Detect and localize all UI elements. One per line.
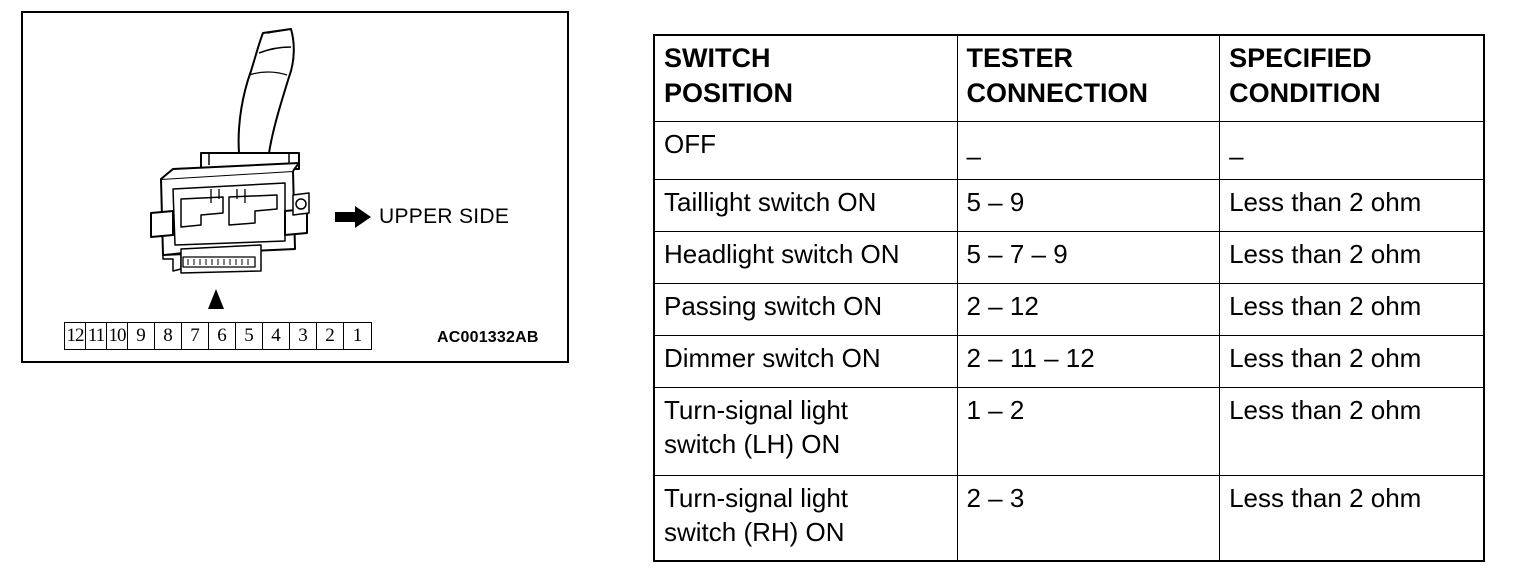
header-switch-position: SWITCH POSITION <box>654 35 957 121</box>
table-row <box>654 231 1484 283</box>
tester-connection-cell: 5 – 7 – 9 <box>957 231 1220 283</box>
connector-pin: 3 <box>290 323 317 349</box>
tester-connection-cell: 2 – 3 <box>957 475 1220 561</box>
header-tester-connection: TESTER CONNECTION <box>957 35 1220 121</box>
connector-pin: 10 <box>107 323 128 349</box>
specified-condition-cell: Less than 2 ohm <box>1220 231 1484 283</box>
connector-pin-diagram <box>64 322 372 350</box>
specified-condition-cell: Less than 2 ohm <box>1220 283 1484 335</box>
table-row <box>654 179 1484 231</box>
specified-condition-cell: Less than 2 ohm <box>1220 387 1484 475</box>
table-header-row <box>654 35 1484 121</box>
switch-position-cell: Passing switch ON <box>654 283 957 335</box>
table-row <box>654 121 1484 179</box>
specified-condition-cell: Less than 2 ohm <box>1220 335 1484 387</box>
connector-pin: 5 <box>236 323 263 349</box>
connector-pin: 7 <box>182 323 209 349</box>
tester-connection-cell: 2 – 12 <box>957 283 1220 335</box>
switch-illustration <box>21 11 569 363</box>
upper-side-indicator <box>335 205 509 229</box>
switch-position-cell: Headlight switch ON <box>654 231 957 283</box>
upper-side-label: UPPER SIDE <box>379 205 510 228</box>
specified-condition-cell: Less than 2 ohm <box>1220 179 1484 231</box>
table-row <box>654 387 1484 475</box>
figure-code: AC001332AB <box>437 329 539 346</box>
switch-position-cell: OFF <box>654 121 957 179</box>
column-switch-drawing <box>23 13 571 365</box>
tester-connection-cell: 2 – 11 – 12 <box>957 335 1220 387</box>
connector-pin: 2 <box>317 323 344 349</box>
tester-connection-cell: 1 – 2 <box>957 387 1220 475</box>
tester-connection-cell: – <box>957 121 1220 179</box>
right-arrow-icon <box>335 206 371 228</box>
switch-position-cell: Turn-signal light switch (LH) ON <box>654 387 957 475</box>
connector-pin: 6 <box>209 323 236 349</box>
table-row <box>654 283 1484 335</box>
connector-pin: 1 <box>352 325 363 346</box>
table-row <box>654 475 1484 561</box>
connector-pin: 11 <box>86 323 107 349</box>
switch-position-cell: Dimmer switch ON <box>654 335 957 387</box>
tester-connection-cell: 5 – 9 <box>957 179 1220 231</box>
connector-pin: 4 <box>263 323 290 349</box>
specified-condition-cell: – <box>1220 121 1484 179</box>
connector-pin: 8 <box>155 323 182 349</box>
header-specified-condition: SPECIFIED CONDITION <box>1220 35 1484 121</box>
connector-pin: 9 <box>128 323 155 349</box>
connector-pin: 12 <box>65 323 86 349</box>
specified-condition-cell: Less than 2 ohm <box>1220 475 1484 561</box>
table-row <box>654 335 1484 387</box>
switch-position-cell: Turn-signal light switch (RH) ON <box>654 475 957 561</box>
switch-position-cell: Taillight switch ON <box>654 179 957 231</box>
switch-continuity-table <box>653 34 1485 562</box>
